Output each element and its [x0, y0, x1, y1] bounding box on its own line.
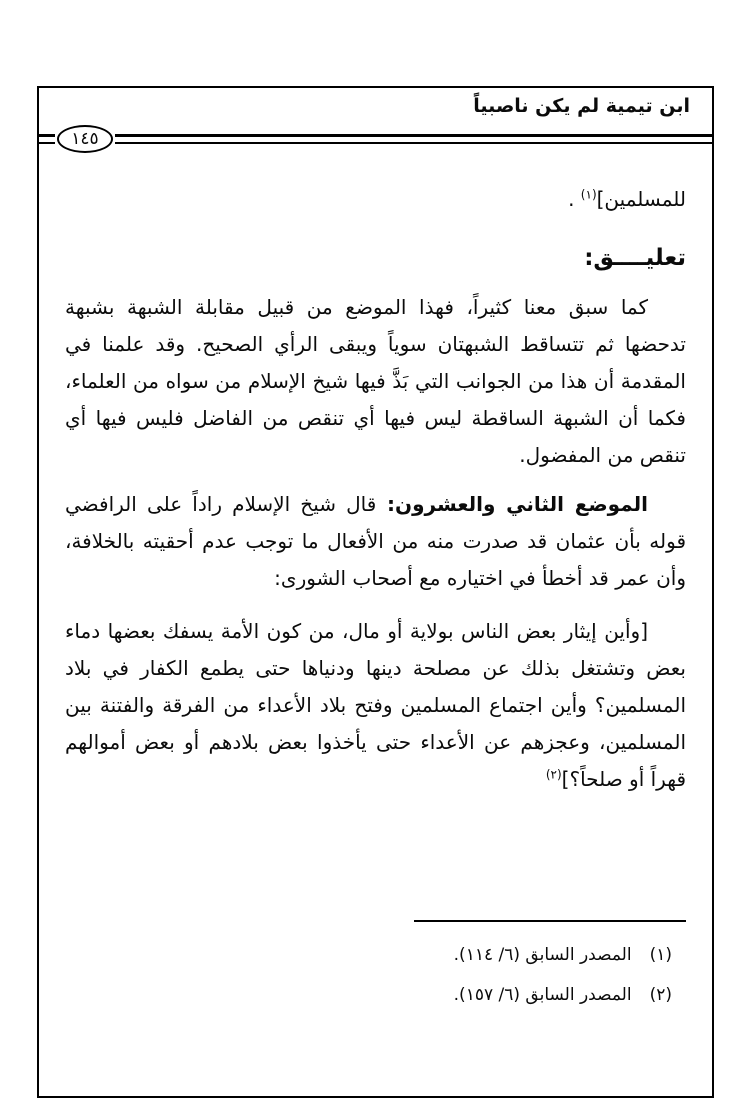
- footnote-1-marker: (١): [649, 945, 672, 965]
- carryover-text: للمسلمين]: [596, 187, 686, 211]
- body-content: [39, 153, 712, 798]
- footnote-ref-1: (١): [580, 187, 597, 202]
- footnotes-section: [65, 920, 686, 1010]
- footnote-1: [65, 940, 686, 970]
- footnote-2: [65, 980, 686, 1010]
- commentary-paragraph: كما سبق معنا كثيراً، فهذا الموضع من قبيل مقابلة الشبهة بشبهة تدحضها ثم تتساقط الشبهتان سوياً ويبقى الرأي الصحيح. وقد علمنا في المقدمة أن هذا من الجوانب التي بَذَّ فيها شيخ الإسلام من سواه من العلماء، فكما أن الشبهة الساقطة ليس فيها أي تنقص من الفاضل فليس فيها أي تنقص من المفضول.: [65, 295, 686, 467]
- footnote-2-text: المصدر السابق (٦/ ١٥٧).: [453, 985, 632, 1005]
- page-frame: [37, 86, 714, 1098]
- page-number-badge: [57, 125, 113, 153]
- rule-left-segment: [39, 134, 55, 144]
- page-number: ١٤٥: [71, 129, 99, 149]
- quotation-text: [وأين إيثار بعض الناس بولاية أو مال، من كون الأمة يسفك بعضها دماء بعض وتشتغل بذلك عن مصلحة دينها ودنياها حتى يطمع الكفار في بلاد المسلمين؟ وأين اجتماع المسلمين وفتح بلاد الأعداء من الفرقة والفتنة بين المسلمين، وعجزهم عن الأعداء حتى يأخذوا بعض بلادهم أو بعض أموالهم قهراً أو صلحاً؟]: [65, 619, 686, 791]
- footnote-separator: [414, 920, 686, 922]
- footnote-1-text: المصدر السابق (٦/ ١١٤).: [453, 945, 632, 965]
- topic-intro-text: قال شيخ الإسلام راداً على الرافضي قوله بأن عثمان قد صدرت منه من الأفعال ما توجب عدم أحقيته بالخلافة، وأن عمر قد أخطأ في اختياره مع أصحاب الشورى:: [65, 492, 686, 590]
- topic-paragraph: [65, 486, 686, 597]
- carryover-line: [65, 181, 686, 218]
- running-header-title: ابن تيمية لم يكن ناصبياً: [473, 95, 690, 117]
- header-rule: [39, 125, 712, 153]
- footnote-2-marker: (٢): [649, 985, 672, 1005]
- topic-heading: الموضع الثاني والعشرون:: [376, 492, 648, 516]
- quotation-paragraph: [65, 613, 686, 798]
- footnote-ref-2: (٢): [545, 767, 562, 782]
- rule-main-segment: [115, 134, 712, 144]
- comment-heading: تعليــــق:: [584, 245, 686, 271]
- carryover-tail: .: [568, 187, 581, 211]
